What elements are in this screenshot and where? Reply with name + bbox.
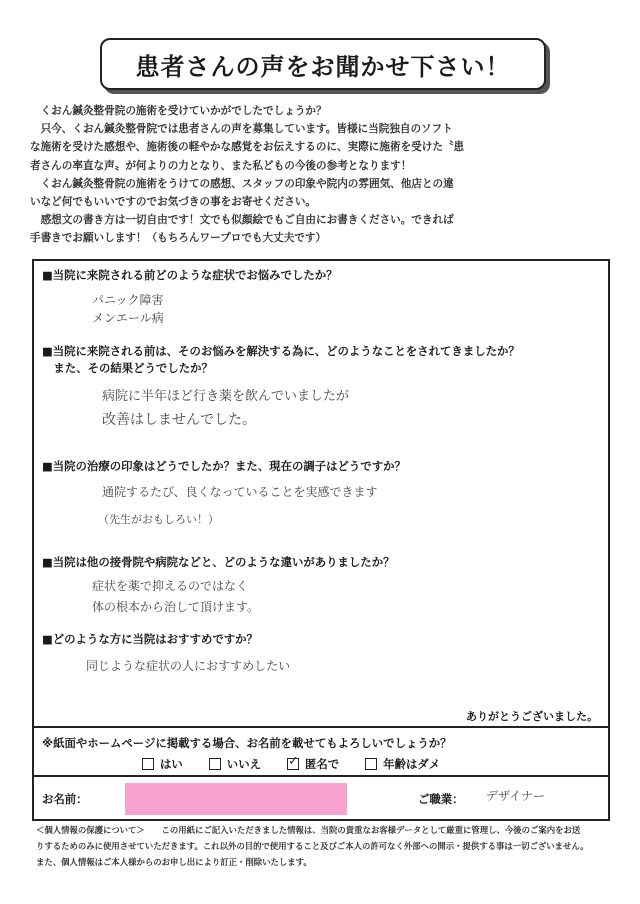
option-anonymous-label: 匿名で (304, 757, 340, 771)
option-no[interactable] (209, 756, 261, 772)
question-impression: ■当院の治療の印象はどうでしたか？また、現在の調子はどうですか？ (42, 459, 406, 473)
question-symptoms: ■当院に来院される前どのような症状でお悩みでしたか？ (42, 268, 338, 282)
job-value: デザイナー (486, 789, 546, 803)
page-title: 患者さんの声をお聞かせ下さい！ (135, 52, 511, 81)
question-recommend: ■どのような方に当院はおすすめですか？ (42, 632, 258, 646)
intro-line: くおん鍼灸整骨院の施術をうけての感想、スタッフの印象や院内の雰囲気、他店との違 (30, 177, 454, 190)
privacy-line: また、個人情報はご本人様からのお申し出により訂正・削除いたします。 (36, 857, 312, 867)
answer-previous-1: 病院に半年ほど行き薬を飲んでいましたが (102, 389, 350, 404)
privacy-line: ＜個人情報の保護について＞ この用紙にご記入いただきました情報は、当院の貴重なお客様データとして厳重に管理し、今後のご案内をお送 (36, 825, 581, 835)
answer-difference-1: 症状を薬で抑えるのではなく (92, 579, 249, 593)
privacy-notice (36, 822, 616, 870)
answer-impression-1: 通院するたび、良くなっていることを実感できます (102, 485, 378, 499)
option-anonymous[interactable] (287, 756, 339, 772)
title-box (100, 38, 546, 90)
consent-options (142, 756, 440, 772)
intro-line: いなど何でもいいですのでお気づきの事をお寄せください。 (30, 196, 317, 209)
job-label: ご職業： (418, 792, 464, 806)
thanks-text: ありがとうございました。 (466, 710, 598, 723)
intro-line: くおん鍼灸整骨院の施術を受けていかがでしたでしょうか？ (30, 105, 327, 117)
intro-line: な施術を受けた感想や、施術後の軽やかな感覚をお伝えするのに、実際に施術を受けた〝患 (30, 141, 465, 154)
question-difference: ■当院は他の接骨院や病院などと、どのような違いがありましたか？ (42, 555, 395, 569)
answer-impression-2: （先生がおもしろい！） (98, 513, 219, 526)
option-no-age-label: 年齢はダメ (383, 757, 441, 771)
intro-text (30, 102, 615, 248)
intro-line: 感想文の書き方は一切自由です！文でも似顔絵でもご自由にお書きください。できれば (30, 214, 454, 227)
checkbox-anonymous[interactable] (287, 758, 299, 770)
answer-difference-2: 体の根本から治して頂けます。 (92, 600, 260, 614)
answer-previous-2: 改善はしませんでした。 (102, 412, 256, 428)
divider (34, 775, 608, 777)
intro-line: 者さんの率直な声〟が何よりの力となり、また私どもの今後の参考となります！ (30, 159, 412, 172)
intro-line: 手書きでお願いします！（もちろんワープロでも大丈夫です） (30, 232, 327, 245)
option-yes[interactable] (142, 756, 183, 772)
checkbox-yes[interactable] (142, 758, 154, 770)
question-previous-treatment-2: また、その結果どうでしたか？ (42, 361, 213, 375)
name-label: お名前： (42, 792, 88, 806)
answer-symptoms-2: メンエール病 (92, 311, 164, 325)
privacy-line: りするためのみに使用させていただきます。これ以外の目的で使用すること及びご本人の許可なく外部への開示・提供する事は一切ございません。 (36, 841, 589, 851)
option-no-label: いいえ (226, 757, 261, 771)
divider (34, 726, 608, 728)
question-previous-treatment: ■当院に来院される前は、そのお悩みを解決する為に、どのようなことをされてきましたか？ (42, 344, 520, 358)
option-yes-label: はい (160, 757, 183, 771)
survey-form (32, 259, 610, 821)
option-no-age[interactable] (365, 756, 440, 772)
name-redaction (125, 783, 347, 815)
checkbox-no-age[interactable] (365, 758, 377, 770)
checkbox-no[interactable] (209, 758, 221, 770)
intro-line: 只今、くおん鍼灸整骨院では患者さんの声を募集しています。皆様に当院独自のソフト (30, 123, 453, 136)
answer-recommend-1: 同じような症状の人におすすめしたい (86, 659, 291, 673)
answer-symptoms-1: パニック障害 (92, 293, 164, 307)
consent-question: ※紙面やホームページに掲載する場合、お名前を載せてもよろしいでしょうか？ (42, 736, 452, 750)
